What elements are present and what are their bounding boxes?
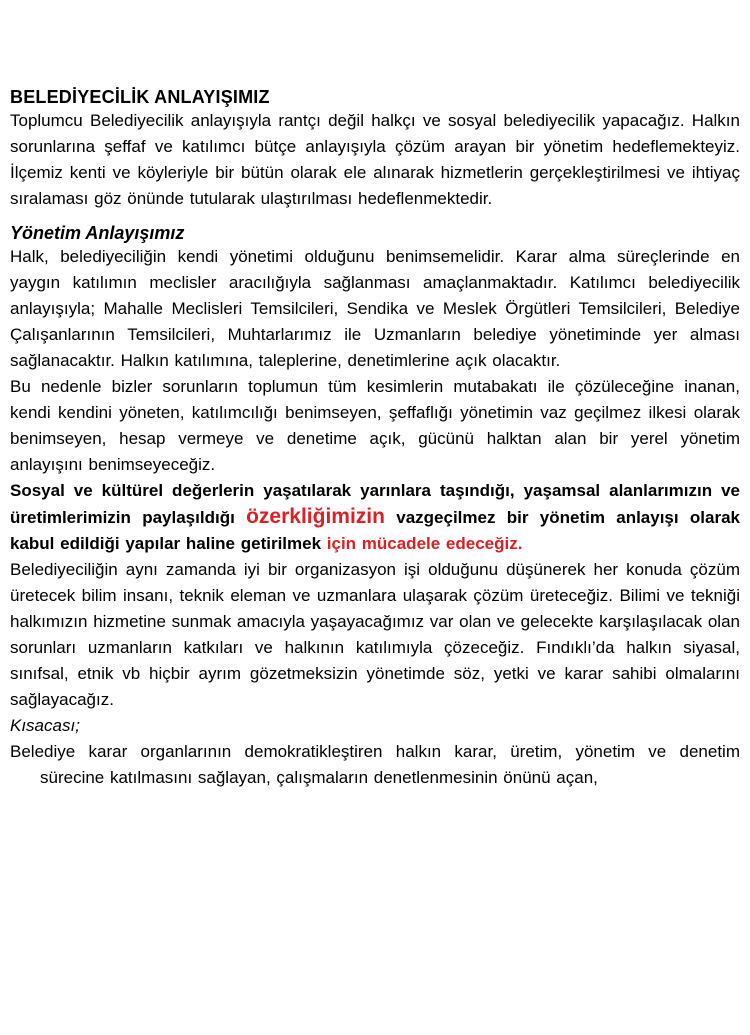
text-run: Sosyal ve kültürel değerlerin yaşatılarak yarınlara taşındığı, yaşamsal alanlarımızın ve üretimlerimizin paylaşıldığı — [10, 481, 740, 527]
text-run: özerkliğimizin — [246, 505, 385, 528]
paragraph-governance: Halk, belediyeciliğin kendi yönetimi olduğunu benimsemelidir. Karar alma süreçlerinde en yaygın katılımın meclisler aracılığıyla sağlanması amaçlanmaktadır. Katılımcı belediyecilik anlayışıyla; Mahalle Meclisleri Temsilcileri, Sendika ve Meslek Örgütleri Temsilcileri, Belediye Çalışanlarının Temsilcileri, Muhtarlarımız ile Uzmanların belediye yönetiminde yer alması sağlanacaktır. Halkın katılımına, taleplerine, denetimlerine açık olacaktır. — [10, 247, 740, 370]
paragraph-organization: Belediyeciliğin aynı zamanda iyi bir organizasyon işi olduğunu düşünerek her konuda çözüm üretecek bilim insanı, teknik eleman ve uzmanlara ulaşarak çözüm üreteceğiz. Bilimi ve tekniği halkımızın hizmetine sunmak amacıyla yaşayacağımız var olan ve gelecekte karşılaşılacak olan sorunları uzmanların katkıları ve halkının katılımıyla çözeceğiz. Fındıklı’da halkın siyasal, sınıfsal, etnik vb hiçbir ayrım gözetmeksizin yönetimde söz, yetki ve karar sahibi olmalarını sağlayacağız. — [10, 560, 740, 709]
kisacasi-label: Kısacası; — [10, 716, 80, 735]
paragraph-principles: Bu nedenle bizler sorunların toplumun tüm kesimlerin mutabakatı ile çözüleceğine inanan, kendi kendini yöneten, katılımcılığı benimseyen, şeffaflığı yönetimin vaz geçilmez ilkesi olarak benimseyen, hesap vermeye ve denetime açık, gücünü halktan alan bir yerel yönetim anlayışını benimseyeceğiz. — [10, 377, 740, 474]
section-heading-yonetim-anlayisimiz: Yönetim Anlayışımız — [10, 223, 185, 243]
page-title: BELEDİYECİLİK ANLAYIŞIMIZ — [10, 87, 270, 107]
paragraph-intro: Toplumcu Belediyecilik anlayışıyla rantçı değil halkçı ve sosyal belediyecilik yapacağız. Halkın sorunlarına şeffaf ve katılımcı bütçe anlayışıyla çözüm arayan bir yönetim hedeflemekteyiz. İlçemiz kenti ve köyleriyle bir bütün olarak ele alınarak hizmetlerin gerçekleştirilmesi ve ihtiyaç sıralaması göz önünde tutularak ulaştırılması hedeflenmektedir. — [10, 111, 740, 208]
paragraph-emphasis-ozerklik — [10, 478, 740, 557]
paragraph-conclusion: Belediye karar organlarının demokratikleştiren halkın karar, üretim, yönetim ve denetim sürecine katılmasını sağlayan, çalışmaların denetlenmesinin önünü açan, — [10, 742, 740, 787]
text-run: için mücadele edeceğiz. — [326, 534, 523, 553]
text-run: vazgeçilmez bir yönetim anlayışı olarak kabul edildiği yapılar haline getirilmek — [10, 508, 740, 553]
